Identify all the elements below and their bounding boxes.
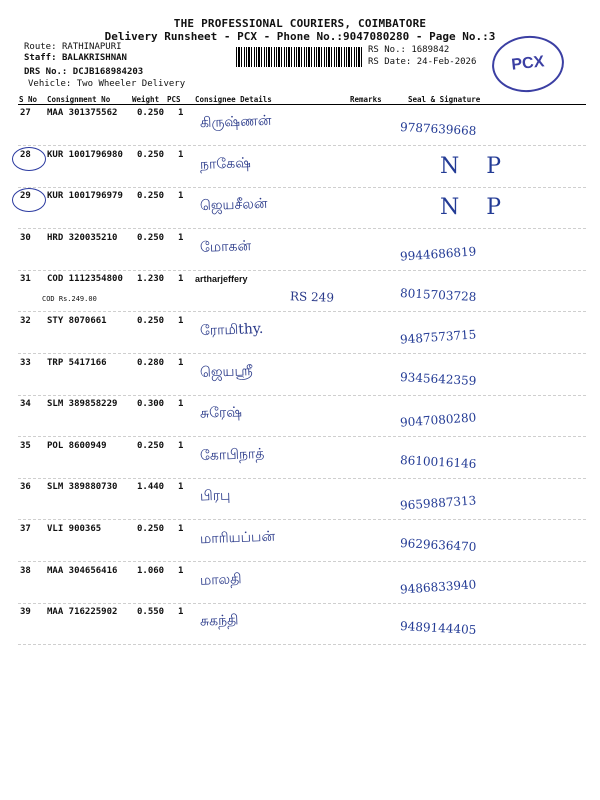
route-label: Route:: [24, 42, 57, 52]
handwritten-note: RS 249: [289, 289, 335, 305]
row-pcs: 1: [178, 482, 184, 492]
route-value: RATHINAPURI: [61, 42, 122, 52]
staff-line: [24, 53, 127, 64]
row-consignee-handwritten: கோபிநாத்: [199, 445, 265, 465]
row-consignee-handwritten: கிருஷ்ணன்: [199, 112, 272, 132]
row-pcs: 1: [178, 358, 184, 368]
row-pcs: 1: [178, 191, 184, 201]
runsheet-subtitle: Delivery Runsheet - PCX - Phone No.:9047080280 - Page No.:3: [104, 30, 496, 43]
row-sno: 39: [20, 607, 31, 617]
row-signature: 9787639668: [399, 120, 477, 138]
row-divider: [18, 561, 586, 562]
row-divider: [18, 270, 586, 271]
row-consignment-no: STY 8070661: [47, 316, 107, 326]
stamp-text: PCX: [510, 53, 546, 74]
col-pcs: PCS: [167, 95, 181, 104]
row-sno: 38: [20, 566, 31, 576]
row-sno: 30: [20, 233, 31, 243]
row-sno: 35: [20, 441, 31, 451]
row-sno: 33: [20, 358, 31, 368]
drs-value: DCJB168984203: [72, 67, 144, 77]
row-divider: [18, 395, 586, 396]
row-signature: N P: [440, 195, 512, 220]
row-consignee-handwritten: ஜெயஸ்ரீ: [199, 363, 254, 381]
row-weight: 0.250: [137, 316, 165, 326]
col-sno: S No: [19, 95, 38, 104]
row-pcs: 1: [178, 399, 184, 409]
row-weight: 0.280: [137, 358, 165, 368]
row-signature: 9486833940: [399, 577, 477, 597]
row-consignment-no: KUR 1001796980: [47, 150, 123, 160]
col-remarks: Remarks: [350, 95, 382, 104]
row-consignment-no: SLM 389880730: [47, 482, 118, 492]
row-pcs: 1: [178, 524, 184, 534]
col-consignment: Consignment No: [47, 95, 111, 104]
row-consignee-handwritten: பிரபு: [199, 487, 231, 505]
staff-label: Staff:: [24, 53, 57, 63]
row-consignment-no: SLM 389858229: [47, 399, 118, 409]
row-29-circle-mark: [12, 188, 46, 212]
drs-label: DRS No.:: [24, 67, 68, 77]
row-signature: 9047080280: [399, 410, 477, 430]
row-consignment-no: VLI 900365: [47, 524, 102, 534]
row-weight: 1.440: [137, 482, 165, 492]
row-signature: 9345642359: [399, 370, 477, 388]
row-weight: 0.250: [137, 524, 165, 534]
row-signature: 8610016146: [399, 453, 477, 471]
row-signature: 9629636470: [399, 536, 477, 554]
row-consignee-handwritten: நாகேஷ்: [199, 155, 252, 173]
row-weight: 1.230: [137, 274, 165, 284]
vehicle-line: Vehicle: Two Wheeler Delivery: [28, 79, 186, 89]
row-weight: 0.250: [137, 108, 165, 118]
row-sno: 36: [20, 482, 31, 492]
row-pcs: 1: [178, 108, 184, 118]
row-weight: 0.250: [137, 191, 165, 201]
row-signature: 9489144405: [399, 619, 477, 637]
row-consignee-handwritten: ரோமிthy.: [199, 320, 264, 340]
runsheet-title: THE PROFESSIONAL COURIERS, COIMBATORE: [173, 17, 427, 30]
row-consignment-no: MAA 301375562: [47, 108, 118, 118]
row-signature: 9487573715: [399, 327, 477, 347]
row-pcs: 1: [178, 566, 184, 576]
row-divider: [18, 311, 586, 312]
col-signature: Seal & Signature: [408, 95, 481, 104]
header-rule: [18, 104, 586, 105]
row-divider: [18, 145, 586, 146]
row-sno: 34: [20, 399, 31, 409]
row-signature: 8015703728: [399, 286, 477, 304]
row-sno: 29: [20, 191, 31, 201]
row-pcs: 1: [178, 316, 184, 326]
row-weight: 0.250: [137, 441, 165, 451]
row-pcs: 1: [178, 233, 184, 243]
staff-value: BALAKRISHNAN: [61, 53, 127, 63]
row-pcs: 1: [178, 607, 184, 617]
row-divider: [18, 353, 586, 354]
cod-amount: COD Rs.249.00: [42, 295, 97, 303]
row-divider: [18, 436, 586, 437]
rs-number: RS No.: 1689842: [368, 45, 450, 55]
drs-line: [24, 67, 143, 78]
row-consignee-handwritten: ஜெயசீலன்: [199, 195, 268, 215]
row-divider: [18, 228, 586, 229]
row-consignment-no: MAA 716225902: [47, 607, 118, 617]
row-weight: 0.250: [137, 233, 165, 243]
row-divider: [18, 519, 586, 520]
row-sno: 27: [20, 108, 31, 118]
route-line: [24, 42, 122, 53]
row-consignee-name: artharjeffery: [195, 274, 248, 284]
row-sno: 37: [20, 524, 31, 534]
row-divider: [18, 187, 586, 188]
row-consignment-no: HRD 320035210: [47, 233, 118, 243]
row-weight: 0.300: [137, 399, 165, 409]
row-weight: 0.550: [137, 607, 165, 617]
row-consignee-handwritten: மாரியப்பன்: [199, 528, 276, 548]
row-sno: 32: [20, 316, 31, 326]
row-consignee-handwritten: சுரேஷ்: [199, 404, 243, 422]
row-consignment-no: MAA 304656416: [47, 566, 118, 576]
row-consignment-no: TRP 5417166: [47, 358, 107, 368]
col-weight: Weight: [132, 95, 160, 104]
row-pcs: 1: [178, 441, 184, 451]
row-28-circle-mark: [12, 147, 46, 171]
row-signature: 9944686819: [399, 244, 477, 264]
row-consignee-handwritten: மாலதி: [199, 571, 242, 589]
row-sno: 28: [20, 150, 31, 160]
row-consignee-handwritten: மோகன்: [199, 238, 252, 256]
row-weight: 0.250: [137, 150, 165, 160]
row-consignment-no: POL 8600949: [47, 441, 107, 451]
row-divider: [18, 603, 586, 604]
row-consignee-handwritten: சுகந்தி: [199, 612, 239, 630]
row-signature: 9659887313: [399, 493, 477, 513]
row-signature: N P: [440, 154, 512, 179]
rs-date: RS Date: 24-Feb-2026: [368, 57, 477, 67]
barcode: [236, 47, 364, 67]
row-pcs: 1: [178, 274, 184, 284]
row-sno: 31: [20, 274, 31, 284]
row-weight: 1.060: [137, 566, 165, 576]
row-consignment-no: COD 1112354800: [47, 274, 123, 284]
row-pcs: 1: [178, 150, 184, 160]
row-divider: [18, 644, 586, 645]
row-divider: [18, 478, 586, 479]
col-consignee: Consignee Details: [195, 95, 272, 104]
row-consignment-no: KUR 1001796979: [47, 191, 123, 201]
